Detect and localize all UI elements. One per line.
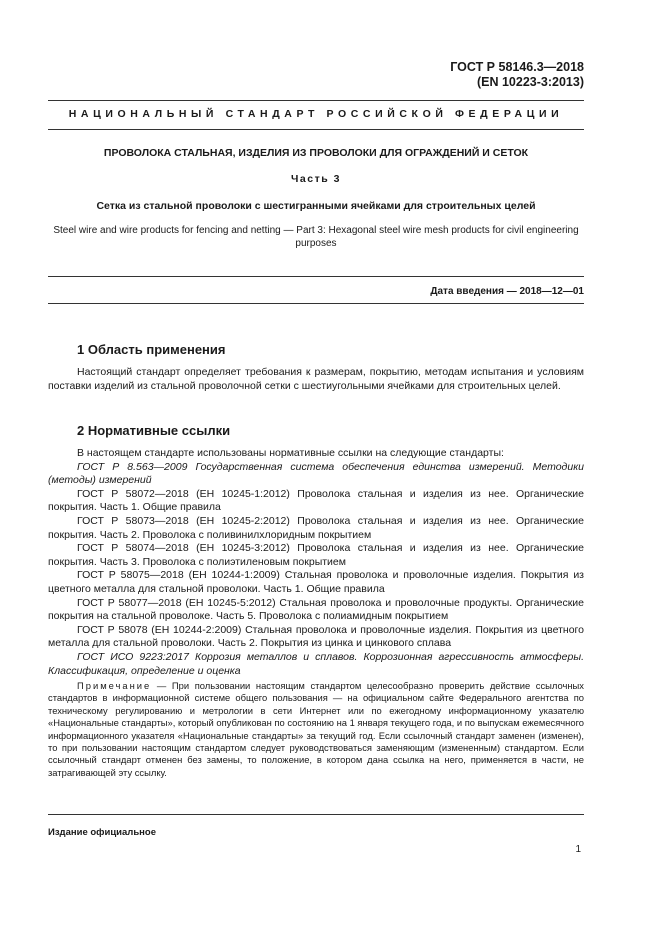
note-text: — При пользовании настоящим стандартом целесообразно проверить действие ссылочных стандартов в информационной системе общего пользования — на официальном сайте Федерального агентства по техническому регулированию и метрологии в сети Интернет или по ежегодному информационному указателю «Национальные стандарты», который опубликован по состоянию на 1 января текущего года, и по выпускам ежемесячного информационного указателя «Национальные стандарты» за текущий год. Если ссылочный стандарт заменен (изменен), то при пользовании настоящим стандартом следует руководствоваться заменяющим (измененным) стандартом. Если ссылочный стандарт отменен без замены, то положение, в котором дана ссылка на него, применяется в части, не затрагивающей эту ссылку. [48,680,584,778]
document-title: ПРОВОЛОКА СТАЛЬНАЯ, ИЗДЕЛИЯ ИЗ ПРОВОЛОКИ ДЛЯ ОГРАЖДЕНИЙ И СЕТОК [103,147,529,159]
introduction-date: Дата введения — 2018—12—01 [430,286,584,297]
note-paragraph [48,680,584,779]
section-2-heading: 2 Нормативные ссылки [77,423,231,438]
reference-gost-58072: ГОСТ Р 58072—2018 (ЕН 10245-1:2012) Проволока стальная и изделия из нее. Органические покрытия. Часть 1. Общие правила [48,487,584,514]
designation-number: ГОСТ Р 58146.3—2018 [450,60,584,74]
reference-gost-58078: ГОСТ Р 58078 (ЕН 10244-2:2009) Стальная проволока и проволочные изделия. Покрытия из цветного металла для стальной проволоки. Часть 2. Покрытия из цинка и цинкового сплава [48,623,584,650]
reference-gost-58073: ГОСТ Р 58073—2018 (ЕН 10245-2:2012) Проволока стальная и изделия из нее. Органические покрытия. Часть 2. Проволока с поливинилхлоридным покрытием [48,514,584,541]
reference-gost-iso-9223: ГОСТ ИСО 9223:2017 Коррозия металлов и сплавов. Коррозионная агрессивность атмосферы. Классификация, определение и оценка [48,650,584,677]
english-title-line1: Steel wire and wire products for fencing and netting — Part 3: Hexagonal steel wire mesh products for civil engineering [53,225,579,236]
section-1-body [48,366,584,393]
official-edition-label: Издание официальное [48,827,156,838]
banner-rule [48,129,584,130]
document-subtitle: Сетка из стальной проволоки с шестигранными ячейками для строительных целей [96,200,536,212]
page-number: 1 [575,844,581,855]
footer-rule [48,814,584,815]
reference-gost-8563: ГОСТ Р 8.563—2009 Государственная система обеспечения единства измерений. Методики (методы) измерений [48,460,584,487]
reference-gost-58077: ГОСТ Р 58077—2018 (ЕН 10245-5:2012) Стальная проволока и проволочные продукты. Органические покрытия на стальной проволоке. Часть 5. Проволока с полиамидным покрытием [48,596,584,623]
note-label: Примечание [77,680,152,691]
reference-gost-58074: ГОСТ Р 58074—2018 (ЕН 10245-3:2012) Проволока стальная и изделия из нее. Органические покрытия. Часть 3. Проволока с полиэтиленовым покрытием [48,542,584,568]
date-rule [48,303,584,304]
section-1-heading: 1 Область применения [77,342,226,357]
section-2-body [48,447,584,678]
english-title [48,224,584,250]
section-2-intro: В настоящем стандарте использованы нормативные ссылки на следующие стандарты: [77,447,504,459]
national-standard-banner: НАЦИОНАЛЬНЫЙ СТАНДАРТ РОССИЙСКОЙ ФЕДЕРАЦИИ [68,108,564,120]
reference-gost-58075: ГОСТ Р 58075—2018 (ЕН 10244-1:2009) Стальная проволока и проволочные изделия. Покрытия из цветного металла для стальной проволоки. Часть 1. Общие правила [48,569,584,595]
document-part: Часть 3 [291,173,341,185]
english-title-line2: purposes [295,238,337,249]
standard-designation [450,60,584,90]
title-rule [48,276,584,277]
top-rule [48,100,584,101]
designation-equivalent: (EN 10223-3:2013) [476,75,584,89]
section-1-paragraph: Настоящий стандарт определяет требования к размерам, покрытию, методам испытания и условиям поставки изделий из стальной проволочной сетки с шестиугольными ячейками для строительных целей. [48,366,584,392]
